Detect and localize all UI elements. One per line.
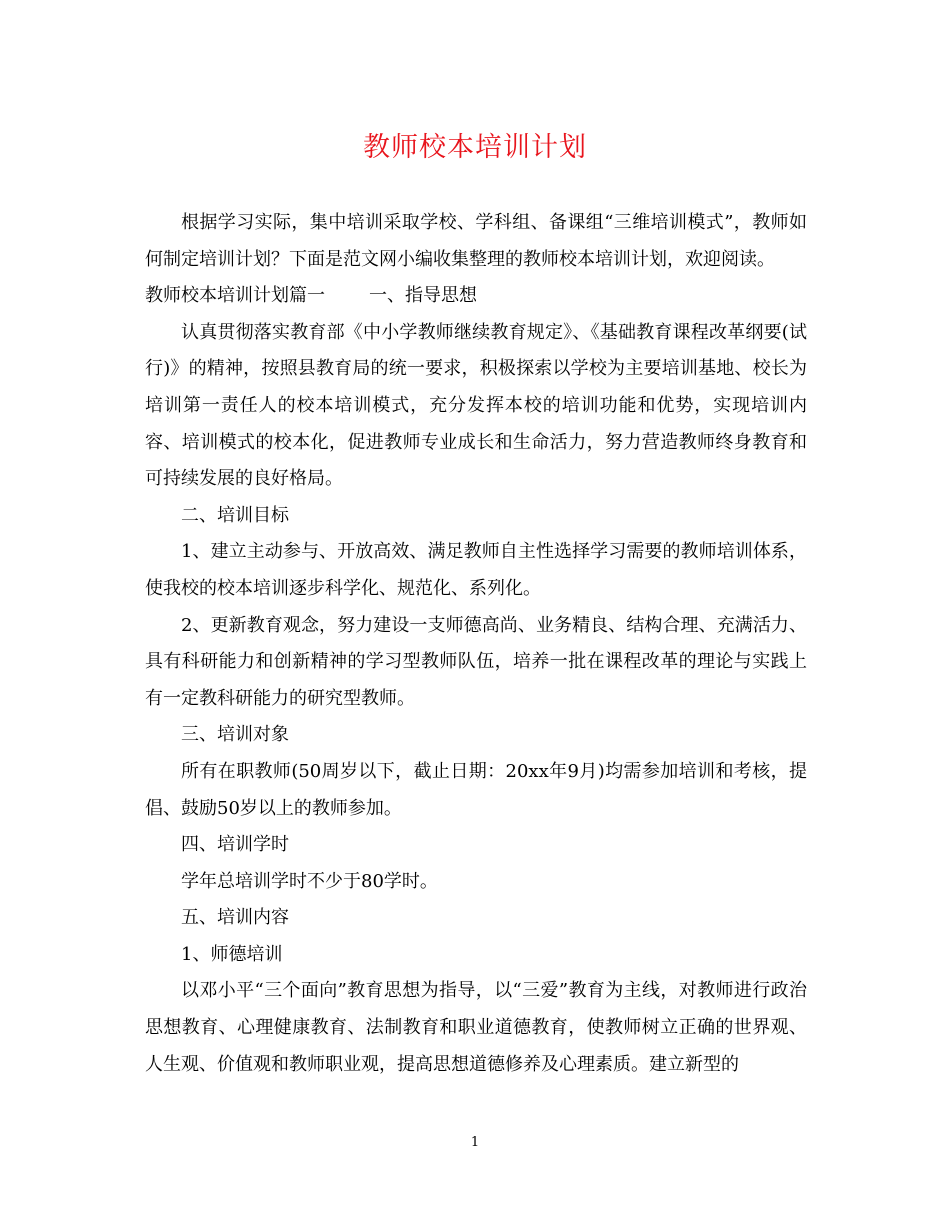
section5-sub1-paragraph: 以邓小平“三个面向”教育思想为指导，以“三爱”教育为主线，对教师进行政治思想教育、心理健康教育、法制教育和职业道德教育，使教师树立正确的世界观、人生观、价值观和教师职业观，提高思想道德修养及心理素质。建立新型的 [145,980,807,1075]
section2-item-1: 1、建立主动参与、开放高效、满足教师自主性选择学习需要的教师培训体系，使我校的校本培训逐步科学化、规范化、系列化。 [145,541,807,599]
document-title: 教师校本培训计划 [363,132,587,163]
page-number: 1 [470,1135,480,1150]
section2-heading: 二、培训目标 [181,504,289,526]
section3-heading: 三、培训对象 [181,724,289,746]
section4-paragraph: 学年总培训学时不少于80学时。 [181,870,438,892]
document-body [145,205,807,1083]
part-title: 教师校本培训计划篇一 [145,285,325,307]
section5-heading: 五、培训内容 [181,907,289,929]
section1-paragraph: 认真贯彻落实教育部《中小学教师继续教育规定》、《基础教育课程改革纲要(试行)》的精神，按照县教育局的统一要求，积极探索以学校为主要培训基地、校长为培训第一责任人的校本培训模式，充分发挥本校的培训功能和优势，实现培训内容、培训模式的校本化，促进教师专业成长和生命活力，努力营造教师终身教育和可持续发展的良好格局。 [145,321,807,490]
part-heading-line [145,278,807,315]
section5-subheading-1: 1、师德培训 [181,943,283,965]
intro-paragraph: 根据学习实际，集中培训采取学校、学科组、备课组“三维培训模式”，教师如何制定培训计划？下面是范文网小编收集整理的教师校本培训计划，欢迎阅读。 [145,212,807,270]
section2-item-2: 2、更新教育观念，努力建设一支师德高尚、业务精良、结构合理、充满活力、具有科研能力和创新精神的学习型教师队伍，培养一批在课程改革的理论与实践上有一定教科研能力的研究型教师。 [145,614,807,709]
section1-heading: 一、指导思想 [369,285,477,307]
section3-paragraph: 所有在职教师(50周岁以下，截止日期：20xx年9月)均需参加培训和考核，提倡、鼓励50岁以上的教师参加。 [145,760,807,819]
section4-heading: 四、培训学时 [181,834,289,856]
